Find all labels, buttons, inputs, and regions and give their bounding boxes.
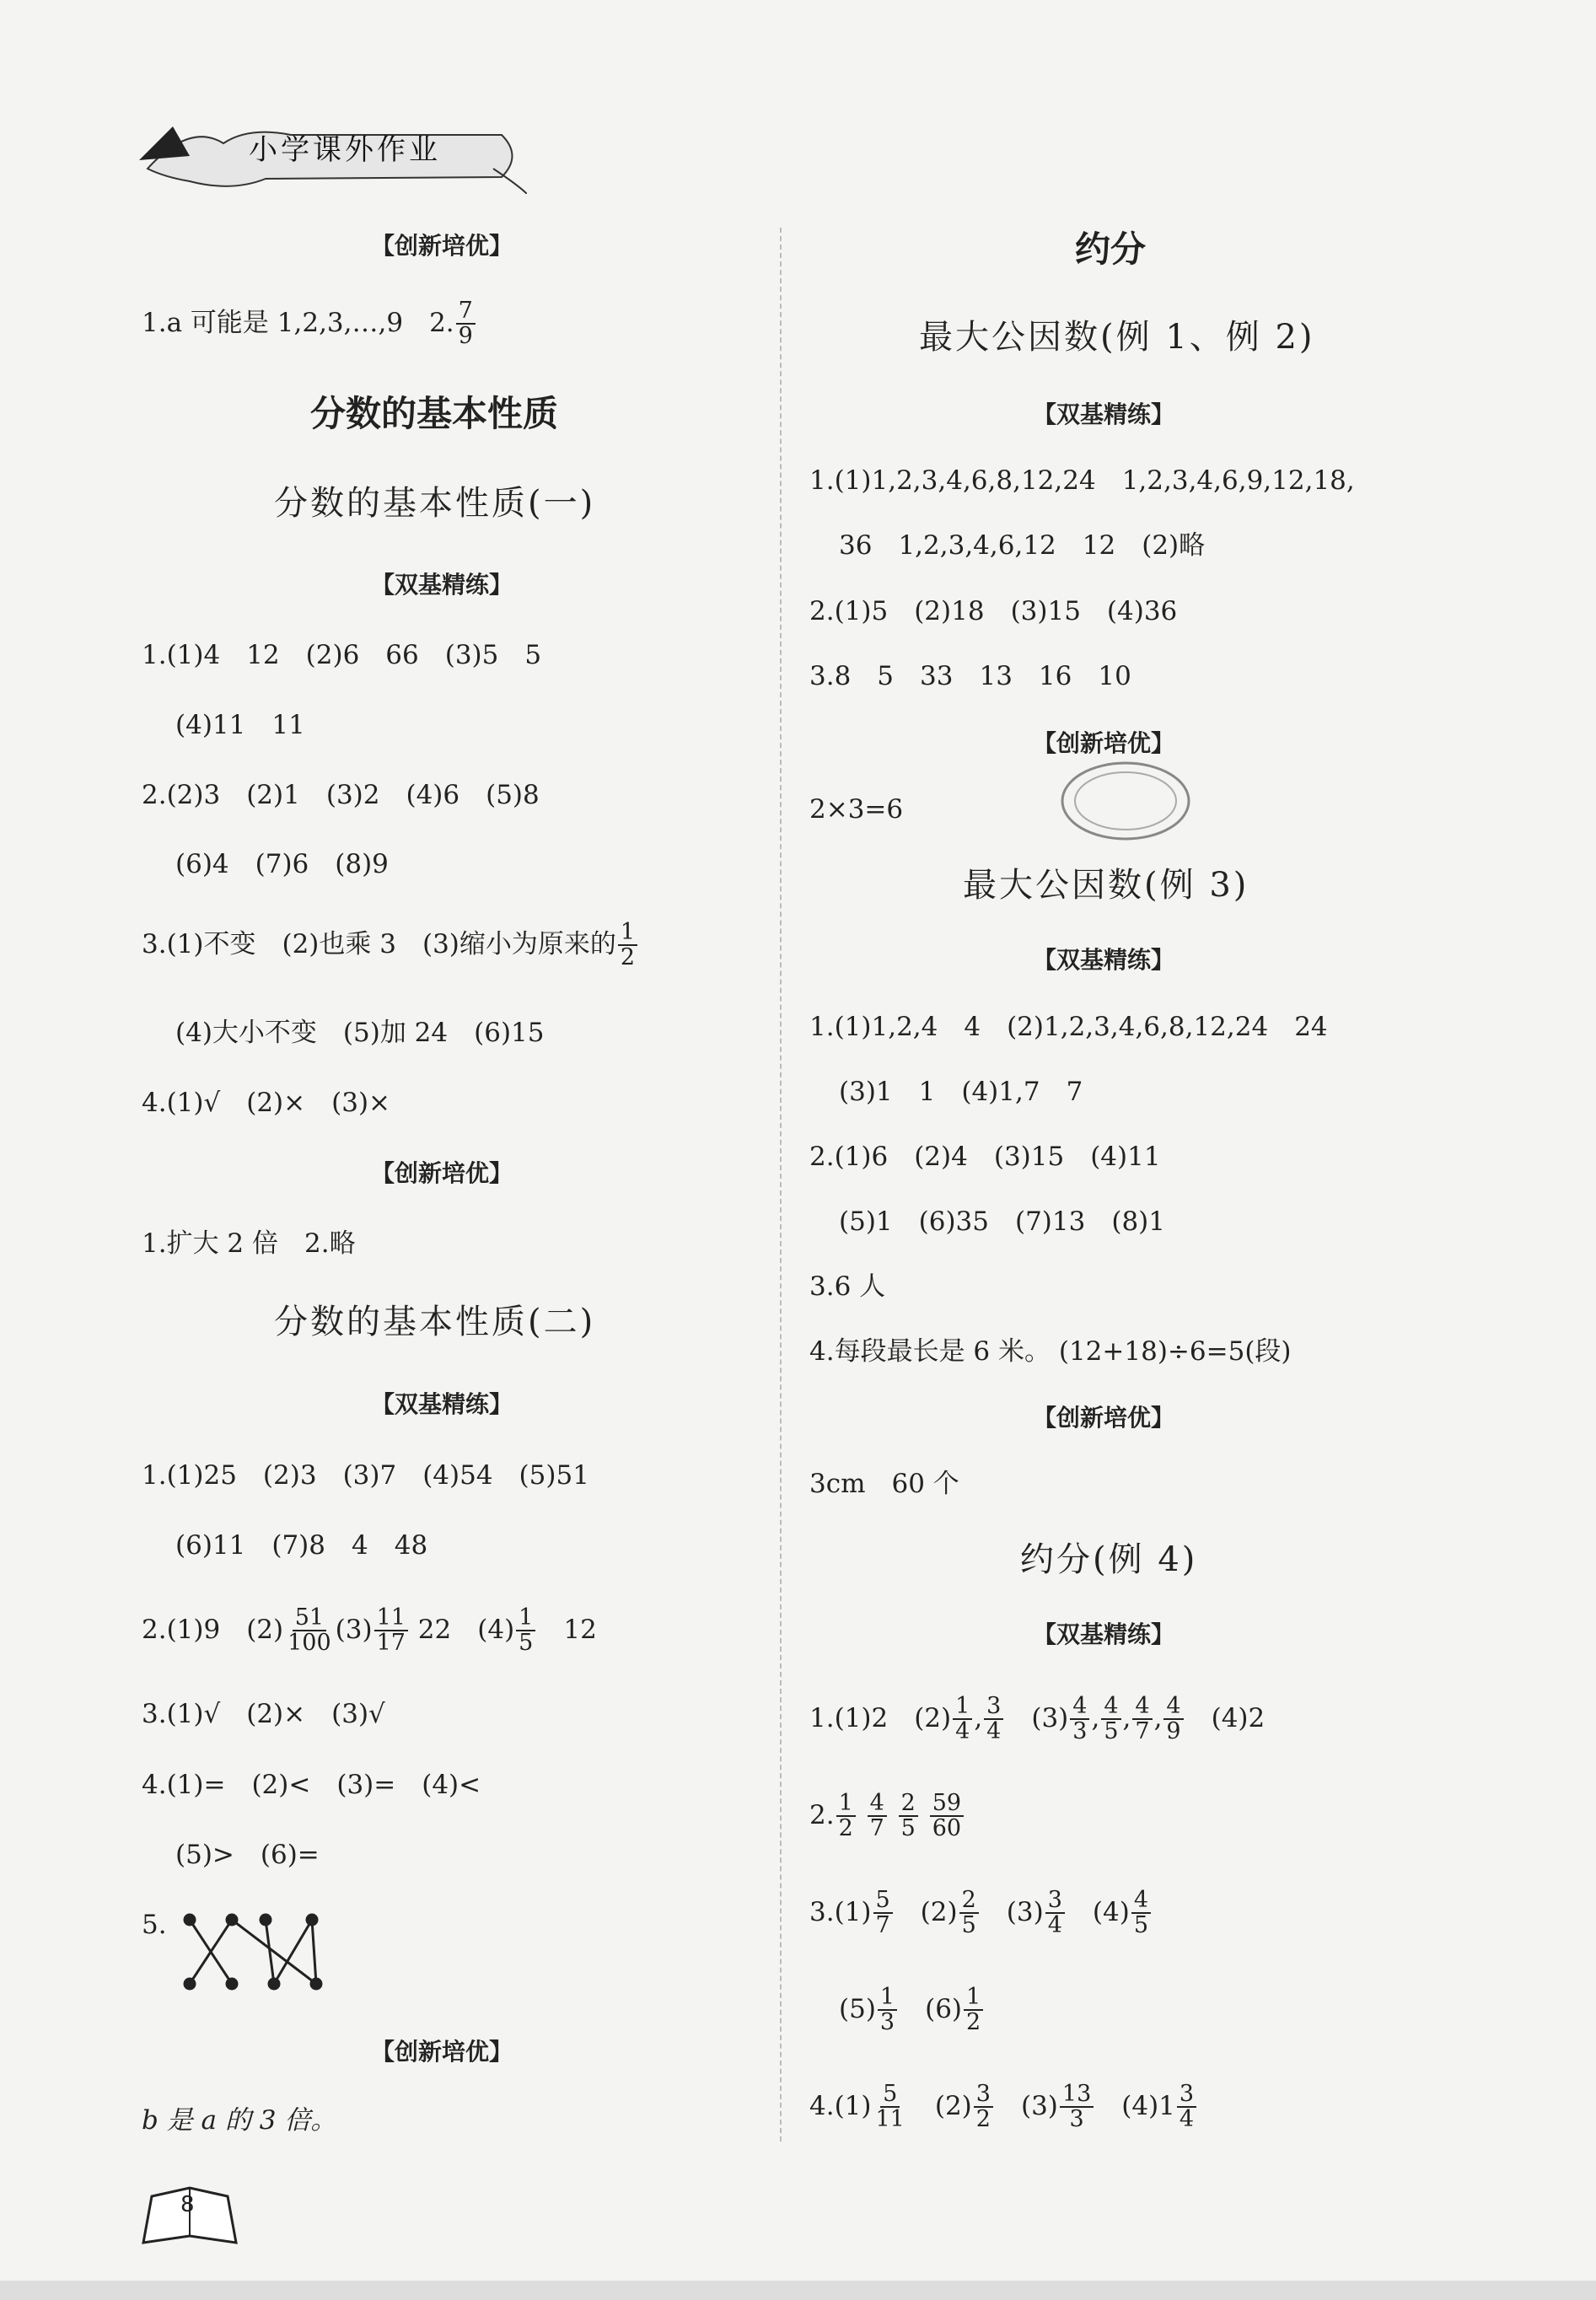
tag-innovation: 【创新培优】 xyxy=(1033,1404,1175,1432)
answer-line: (6)11 (7)8 4 48 xyxy=(175,1530,428,1561)
answer-line: 1.(1)1,2,3,4,6,8,12,24 1,2,3,4,6,9,12,18, xyxy=(809,465,1355,496)
fraction: $\frac{3}{4}$ xyxy=(1177,2082,1196,2132)
fraction: $\frac{5}{11}$ xyxy=(875,2081,905,2133)
answer-line: 4.(1) $\frac{5}{11}$ (2) $\frac{3}{2}$ (3) $\frac{13}{3}$ (4)1 $\frac{3}{4}$ xyxy=(809,2082,1198,2132)
tag-innovation: 【创新培优】 xyxy=(371,232,513,260)
answer-line: 3cm 60 个 xyxy=(809,1469,959,1499)
fraction: $\frac{1}{3}$ xyxy=(878,1986,897,2035)
answer-line: (5)1 (6)35 (7)13 (8)1 xyxy=(839,1206,1165,1237)
answer-line: 1.(1)25 (2)3 (3)7 (4)54 (5)51 xyxy=(142,1460,589,1491)
fraction: $\frac{3}{4}$ xyxy=(984,1695,1003,1744)
page-number: 8 xyxy=(180,2192,195,2217)
fraction: $\frac{4}{7}$ xyxy=(1132,1695,1152,1744)
fraction: $\frac{4}{9}$ xyxy=(1163,1695,1183,1744)
answer-line: (5)> (6)= xyxy=(175,1840,320,1870)
fraction: $\frac{51}{100}$ xyxy=(287,1604,331,1657)
matching-lines-diagram xyxy=(177,1910,329,1994)
fraction: $\frac{59}{60}$ xyxy=(930,1792,964,1841)
answer-line: 2.(1)6 (2)4 (3)15 (4)11 xyxy=(809,1142,1161,1172)
tag-basic-practice: 【双基精练】 xyxy=(1033,1620,1175,1648)
answer-line: 4.每段最长是 6 米。 (12+18)÷6=5(段) xyxy=(809,1336,1292,1367)
subsection-title: 最大公因数(例 1、例 2) xyxy=(919,318,1315,357)
answer-line: 4.(1)= (2)< (3)= (4)< xyxy=(142,1770,481,1800)
answer-line: 3.(1)√ (2)× (3)√ xyxy=(142,1699,385,1729)
subsection-title: 最大公因数(例 3) xyxy=(963,866,1249,905)
column-divider xyxy=(780,228,782,2141)
fraction: $\frac{1}{2}$ xyxy=(964,1986,983,2035)
answer-line: (3)1 1 (4)1,7 7 xyxy=(839,1077,1083,1107)
fraction: $\frac{13}{3}$ xyxy=(1060,2082,1094,2132)
stamp-logo xyxy=(1054,755,1197,847)
answer-line: 1.(1)4 12 (2)6 66 (3)5 5 xyxy=(142,640,542,670)
fraction: $\frac{1}{2}$ xyxy=(836,1792,856,1841)
fraction: $\frac{5}{7}$ xyxy=(873,1889,893,1938)
tag-basic-practice: 【双基精练】 xyxy=(1033,946,1175,974)
answer-line: (4)11 11 xyxy=(175,710,305,740)
fraction: $\frac{11}{17}$ xyxy=(374,1606,408,1656)
fraction: $\frac{4}{7}$ xyxy=(868,1792,887,1841)
tag-basic-practice: 【双基精练】 xyxy=(371,571,513,599)
answer-line: (4)大小不变 (5)加 24 (6)15 xyxy=(175,1018,545,1048)
answer-line: 1.(1)2 (2) $\frac{1}{4}$ , $\frac{3}{4}$ (3) $\frac{4}{3}$ , $\frac{4}{5}$ , $\frac{4}{7}$ , $\frac{4}{9}$ (4)2 xyxy=(809,1693,1266,1745)
answer-line: 2. $\frac{1}{2}$ $\frac{4}{7}$ $\frac{2}{5}$ $\frac{59}{60}$ xyxy=(809,1792,965,1841)
answer-line: 3.(1) $\frac{5}{7}$ (2) $\frac{2}{5}$ (3) $\frac{3}{4}$ (4) $\frac{4}{5}$ xyxy=(809,1889,1153,1938)
fraction: $\frac{4}{3}$ xyxy=(1070,1695,1089,1744)
section-title: 分数的基本性质 xyxy=(310,393,559,434)
answer-line: 2×3=6 xyxy=(809,794,904,825)
fraction: $\frac{3}{4}$ xyxy=(1045,1889,1065,1938)
fraction: $\frac{4}{5}$ xyxy=(1101,1695,1120,1744)
answer-line: 1.扩大 2 倍 2.略 xyxy=(142,1228,356,1259)
answer-line: 4.(1)√ (2)× (3)× xyxy=(142,1088,391,1118)
tag-innovation: 【创新培优】 xyxy=(1033,729,1175,757)
answer-line: 3.8 5 33 13 16 10 xyxy=(809,661,1131,691)
fraction: $\frac{1}{5}$ xyxy=(516,1606,535,1656)
answer-line: b 是 a 的 3 倍。 xyxy=(142,2105,337,2136)
tag-basic-practice: 【双基精练】 xyxy=(371,1390,513,1418)
answer-line: 36 1,2,3,4,6,12 12 (2)略 xyxy=(839,530,1206,561)
tag-basic-practice: 【双基精练】 xyxy=(1033,400,1175,428)
answer-line: (5) $\frac{1}{3}$ (6) $\frac{1}{2}$ xyxy=(839,1986,985,2035)
subsection-title: 分数的基本性质(二) xyxy=(274,1303,596,1341)
answer-line: 3.6 人 xyxy=(809,1271,886,1302)
answer-line: 5. xyxy=(142,1910,167,1940)
answer-line: 2.(1)5 (2)18 (3)15 (4)36 xyxy=(809,596,1178,626)
tag-innovation: 【创新培优】 xyxy=(371,1159,513,1187)
section-title: 约分 xyxy=(1075,228,1147,270)
book-title: 小学课外作业 xyxy=(249,133,441,167)
answer-line: (6)4 (7)6 (8)9 xyxy=(175,849,389,879)
subsection-title: 约分(例 4) xyxy=(1020,1540,1198,1579)
fraction: $\frac{1}{2}$ xyxy=(618,921,637,970)
answer-line: 1.(1)1,2,4 4 (2)1,2,3,4,6,8,12,24 24 xyxy=(809,1012,1328,1042)
fraction: $\frac{2}{5}$ xyxy=(959,1889,979,1938)
answer-line: 3.(1)不变 (2)也乘 3 (3)缩小为原来的 $\frac{1}{2}$ xyxy=(142,921,639,970)
answer-line: 1.a 可能是 1,2,3,…,9 2. $\frac{7}{9}$ xyxy=(142,299,477,349)
fraction: $\frac{1}{4}$ xyxy=(953,1695,972,1744)
fraction: $\frac{3}{2}$ xyxy=(974,2082,993,2132)
answer-line: 2.(1)9 (2) $\frac{51}{100}$ (3) $\frac{11}{17}$ 22 (4) $\frac{1}{5}$ 12 xyxy=(142,1604,597,1657)
fraction: $\frac{7}{9}$ xyxy=(456,299,476,349)
scan-edge xyxy=(0,2281,1596,2300)
answer-line: 2.(2)3 (2)1 (3)2 (4)6 (5)8 xyxy=(142,780,540,810)
subsection-title: 分数的基本性质(一) xyxy=(274,484,596,523)
fraction: $\frac{4}{5}$ xyxy=(1131,1889,1151,1938)
fraction: $\frac{2}{5}$ xyxy=(899,1792,918,1841)
tag-innovation: 【创新培优】 xyxy=(371,2038,513,2066)
